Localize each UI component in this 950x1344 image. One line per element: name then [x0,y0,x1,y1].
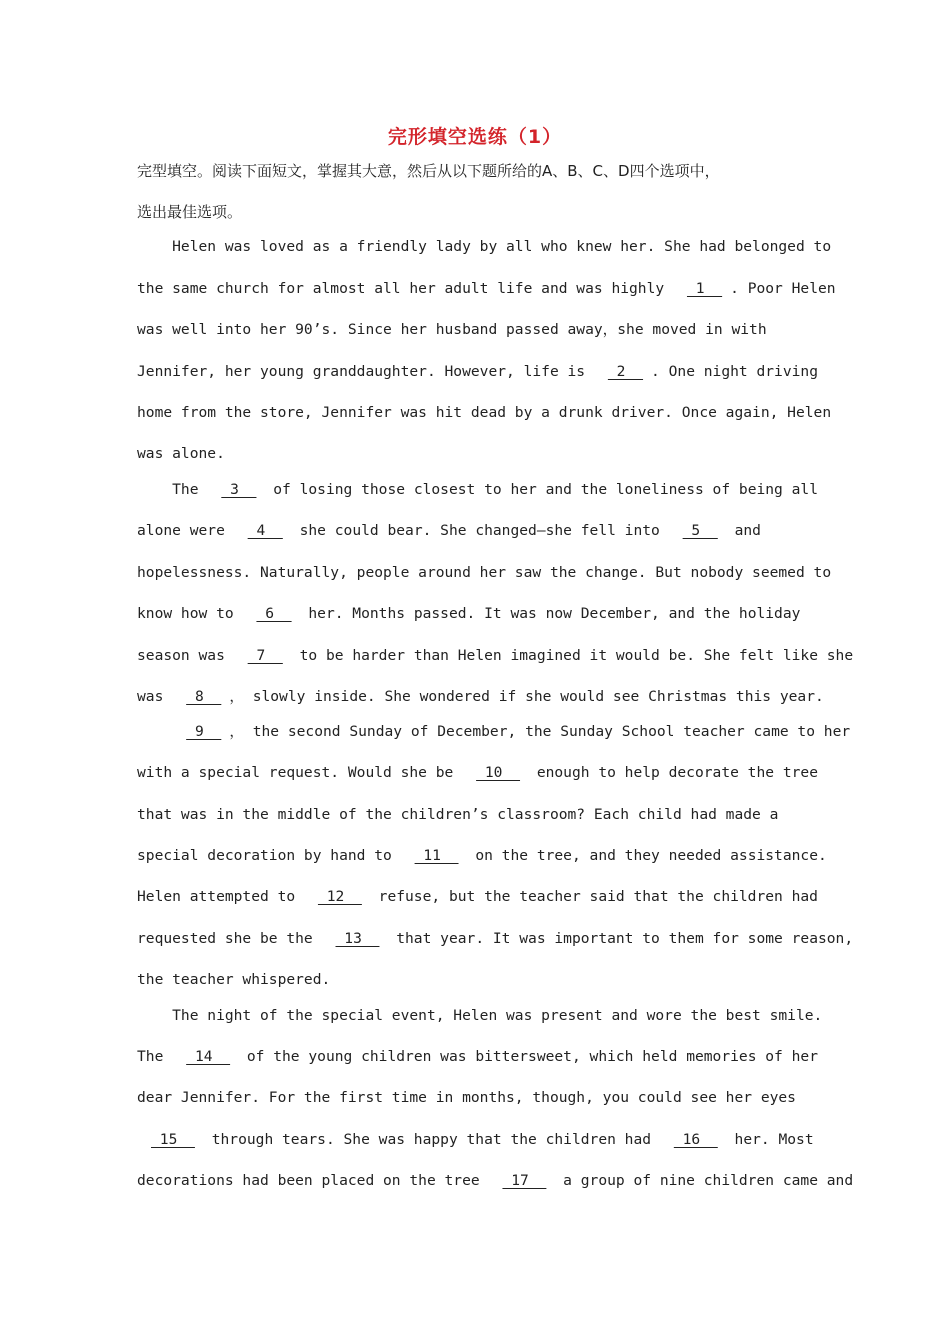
answer-blank[interactable]: 3 [221,481,257,498]
passage-text: that year. It was important to them for some reason, [387,930,854,947]
passage-text: The [137,481,208,498]
page-title: 完形填空选练（1） [387,126,563,148]
passage-text: The [137,1048,173,1065]
passage-text: alone were [137,522,234,539]
instruction-line-2: 选出最佳选项。 [137,203,243,221]
passage-line [137,846,827,866]
passage-line [137,687,824,707]
passage-text: with a special request. Would she be [137,764,463,781]
answer-blank[interactable]: 1 [686,280,723,297]
passage-line [137,563,831,583]
passage-line [137,521,761,541]
answer-blank[interactable]: 8 [186,688,222,705]
passage-text: . Poor Helen [730,280,836,297]
instruction-line-1: 完型填空。阅读下面短文，掌握其大意，然后从以下题所给的A、B、C、D四个选项中， [137,162,720,180]
passage-text: The night of the special event, Helen was present and wore the best smile. [137,1007,823,1024]
passage-line [137,929,853,949]
passage-text: and [725,522,761,539]
passage-text: to be harder than Helen imagined it would be. She felt like she [290,647,854,664]
answer-blank[interactable]: 10 [476,764,521,781]
passage-line [137,444,225,464]
answer-blank[interactable]: 17 [502,1172,547,1189]
passage-text: the same church for almost all her adult life and was highly [137,280,673,297]
answer-blank[interactable]: 5 [682,522,718,539]
passage-text: hopelessness. Naturally, people around her saw the change. But nobody seemed to [137,564,832,581]
passage-line [137,1006,822,1026]
passage-line [137,970,330,990]
passage-text: Helen was loved as a friendly lady by all who knew her. She had belonged to [137,238,832,255]
passage-text: dear Jennifer. For the first time in months, though, you could see her eyes [137,1089,796,1106]
passage-text: her. Months passed. It was now December, and the holiday [299,605,801,622]
passage-text: she could bear. She changed—she fell into [290,522,669,539]
answer-blank[interactable]: 15 [151,1131,195,1148]
answer-blank[interactable]: 7 [247,647,283,664]
passage-text: requested she be the [137,930,322,947]
passage-text: a group of nine children came and [554,1172,854,1189]
passage-line [137,1130,814,1150]
passage-line [137,646,853,666]
passage-text: was alone. [137,445,225,462]
passage-line [137,604,800,624]
passage-line [137,237,831,257]
passage-text: know how to [137,605,243,622]
passage-line [137,1047,818,1067]
passage-text: ， the second Sunday of December, the Sunday School teacher came to her [229,723,851,740]
answer-blank[interactable]: 4 [247,522,283,539]
passage-text: Helen attempted to [137,888,304,905]
passage-line [137,1088,796,1108]
answer-blank[interactable]: 11 [414,847,459,864]
answer-blank[interactable]: 14 [186,1048,231,1065]
answer-blank[interactable]: 2 [607,363,644,380]
passage-text: . One night driving [651,363,818,380]
passage-line [137,279,836,299]
passage-line [137,480,818,500]
passage-line [137,320,767,340]
passage-text: home from the store, Jennifer was hit dead by a drunk driver. Once again, Helen [137,404,832,421]
passage-text: the teacher whispered. [137,971,331,988]
passage-text: ， slowly inside. She wondered if she would see Christmas this year. [229,688,824,705]
passage-text: decorations had been placed on the tree [137,1172,489,1189]
passage-text: season was [137,647,234,664]
passage-line [137,887,818,907]
passage-text: was well into her 90’s. Since her husband passed away，she moved in with [137,321,767,338]
passage-line [137,763,818,783]
passage-line [137,1171,853,1191]
passage-text: refuse, but the teacher said that the children had [369,888,818,905]
passage-text: enough to help decorate the tree [528,764,818,781]
passage-text: Jennifer, her young granddaughter. However, life is [137,363,594,380]
passage-line [137,805,778,825]
answer-blank[interactable]: 16 [673,1131,718,1148]
passage-text: that was in the middle of the children’s classroom? Each child had made a [137,806,779,823]
answer-blank[interactable]: 13 [335,930,380,947]
passage-text: of losing those closest to her and the loneliness of being all [264,481,818,498]
answer-blank[interactable]: 9 [186,723,222,740]
passage-text: her. Most [725,1131,814,1148]
passage-text [137,723,172,740]
passage-line [137,722,850,742]
passage-text: special decoration by hand to [137,847,401,864]
passage-text: through tears. She was happy that the children had [202,1131,660,1148]
passage-line [137,403,831,423]
passage-text: of the young children was bittersweet, which held memories of her [238,1048,818,1065]
answer-blank[interactable]: 12 [317,888,362,905]
passage-line [137,362,818,382]
passage-text: was [137,688,173,705]
answer-blank[interactable]: 6 [256,605,292,622]
passage-text: on the tree, and they needed assistance. [466,847,827,864]
